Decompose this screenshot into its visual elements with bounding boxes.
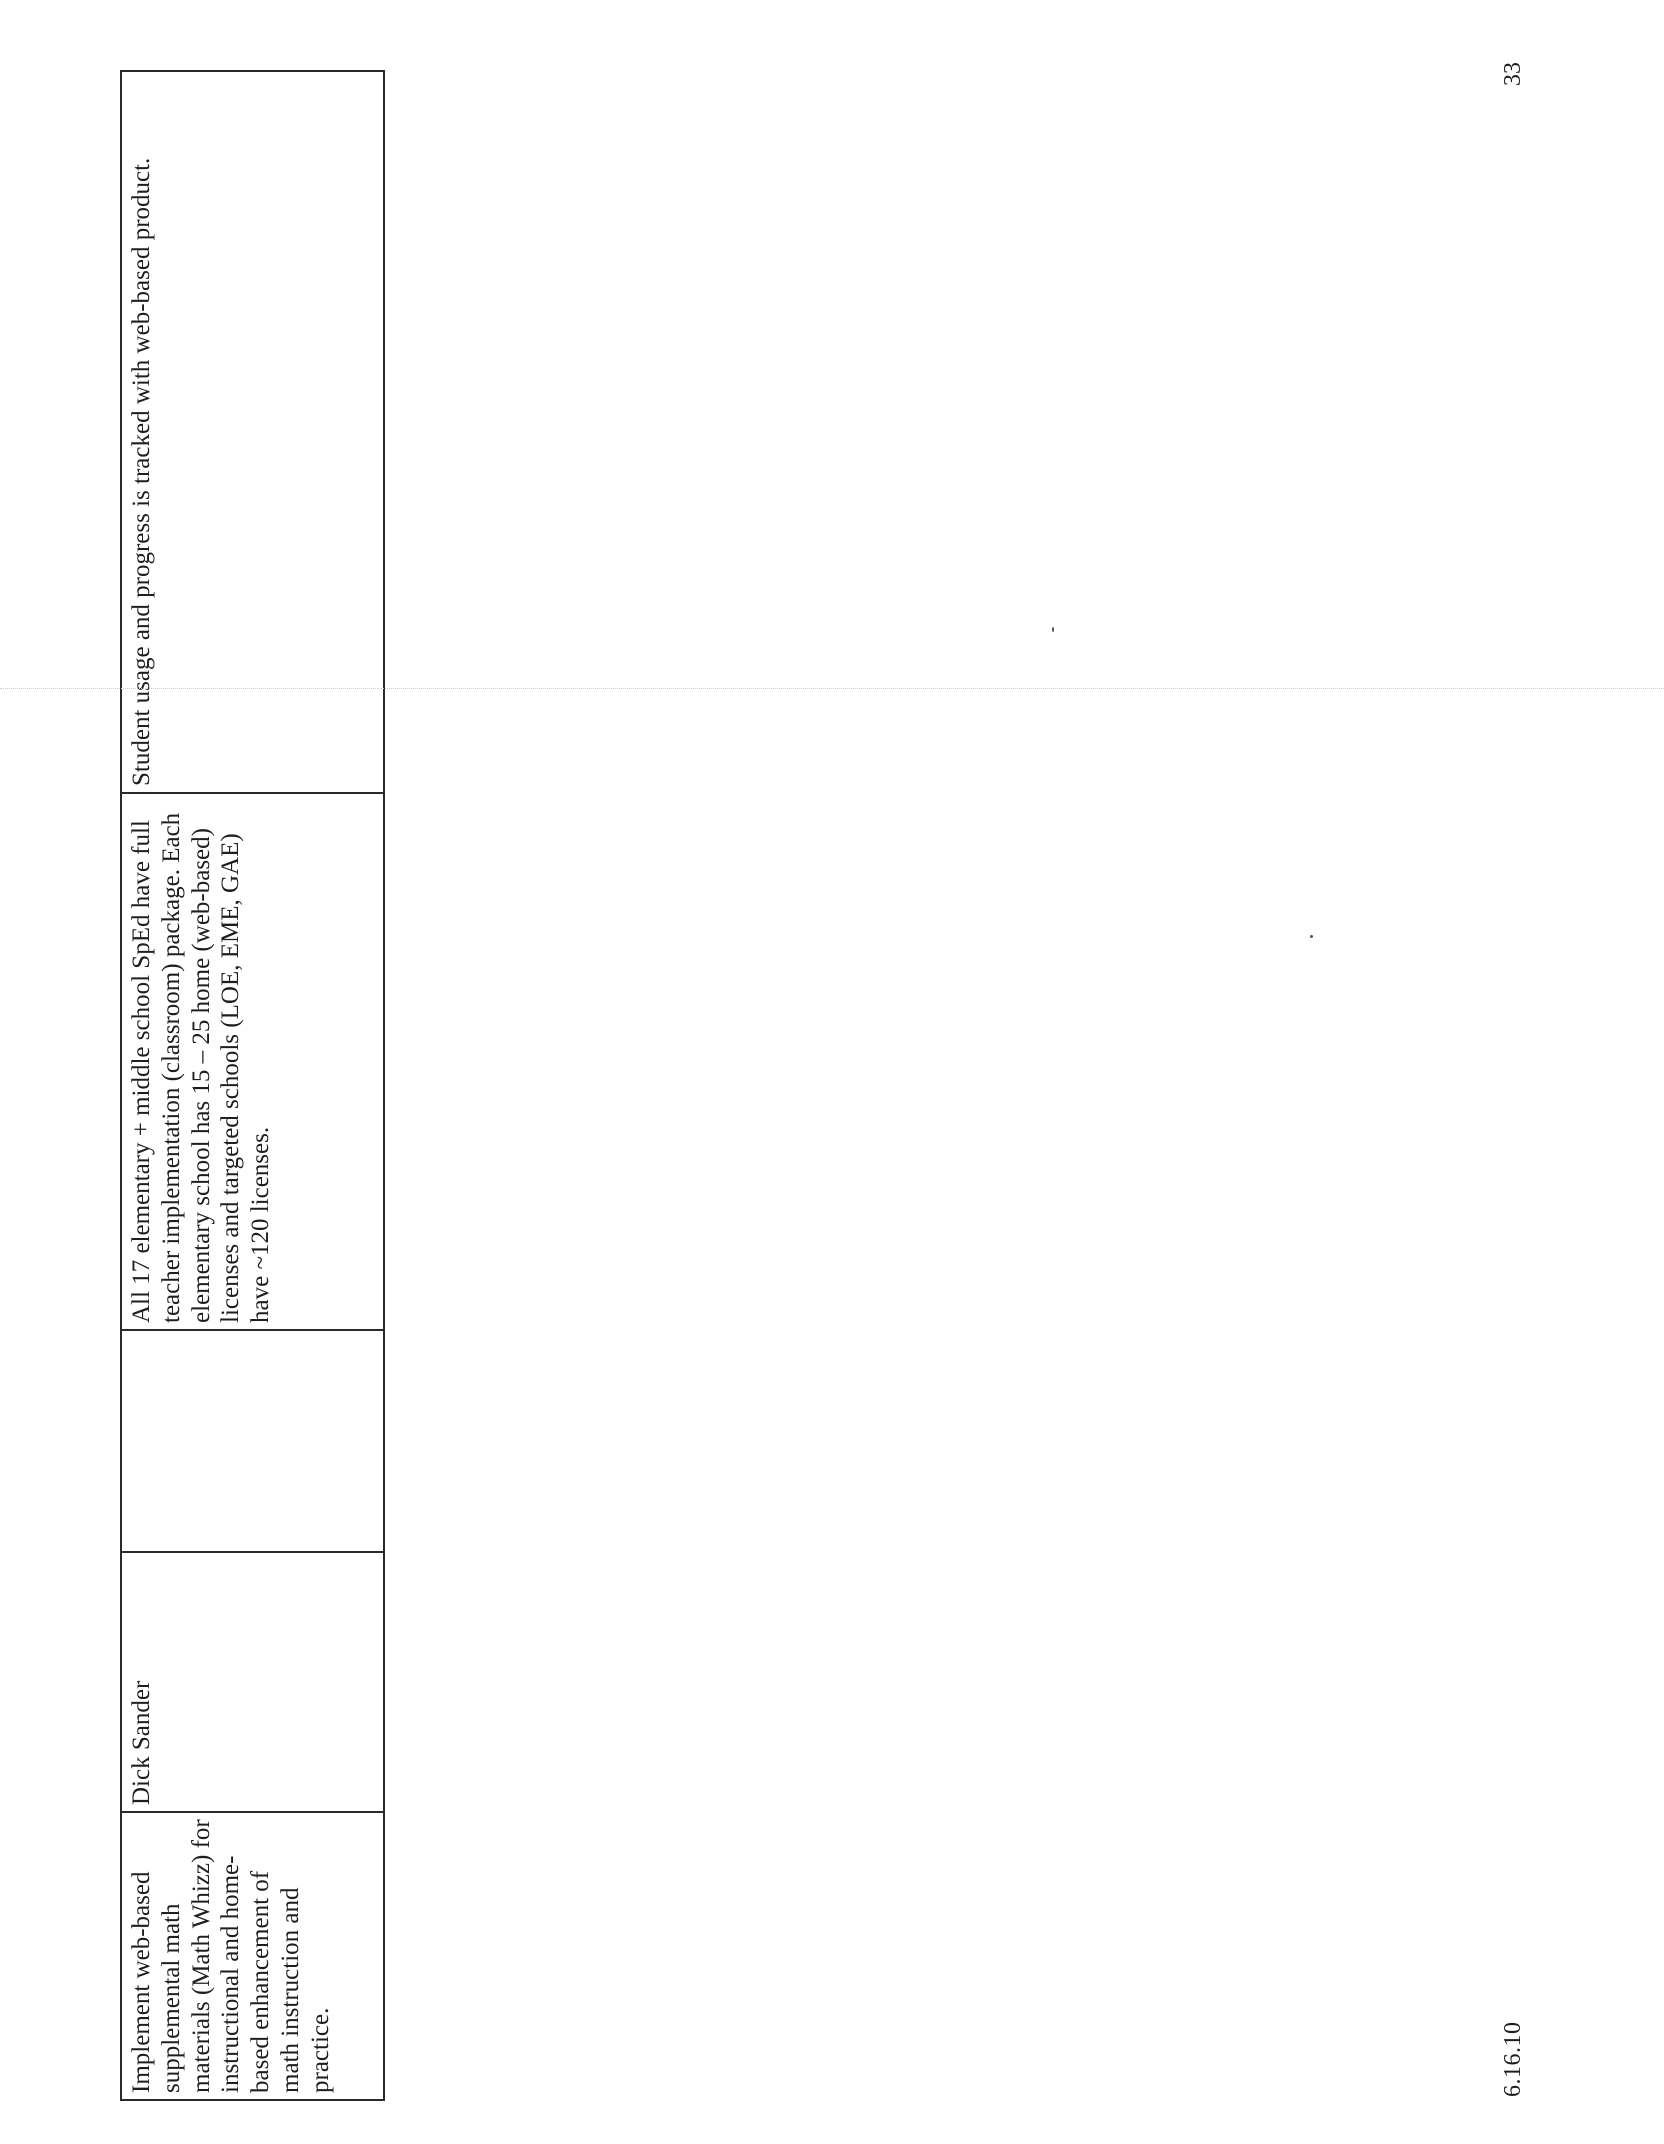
resources-cell: All 17 elementary + middle school SpEd have full teacher implementation (classroom) package. Each elementary school has 15 – 25 home (web-based) licenses and targeted schools (LOE, EME, GAE) have ~120 licenses. [121, 793, 384, 1330]
page-number: 33 [1500, 62, 1526, 86]
table-row [121, 71, 384, 2100]
scan-speck [1310, 935, 1313, 938]
evaluation-cell: Student usage and progress is tracked with web-based product. [121, 71, 384, 793]
scan-speck [1052, 627, 1054, 632]
person-responsible-cell: Dick Sander [121, 1552, 384, 1812]
activity-cell: Implement web-based supplemental math materials (Math Whizz) for instructional and home-based enhancement of math instruction and practice. [121, 1812, 384, 2100]
timeline-cell [121, 1330, 384, 1552]
scan-artifact-line [0, 687, 1664, 689]
footer-date: 6.16.10 [1500, 2021, 1526, 2097]
action-plan-table [120, 70, 385, 2101]
